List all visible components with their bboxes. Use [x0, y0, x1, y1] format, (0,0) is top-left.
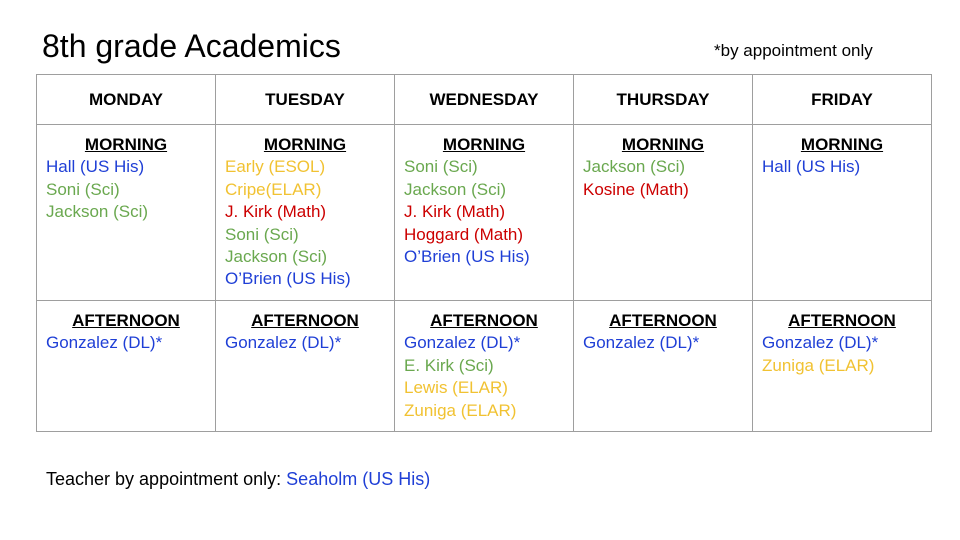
teacher-entry: Jackson (Sci) [583, 157, 686, 177]
teacher-entry: Jackson (Sci) [225, 247, 328, 267]
teacher-entry: Jackson (Sci) [46, 202, 149, 222]
afternoon-heading: AFTERNOON [430, 311, 538, 330]
teacher-entry: Cripe(ELAR) [225, 179, 322, 199]
teacher-entry: Jackson (Sci) [404, 179, 507, 199]
teacher-entry: Hall (US His) [762, 157, 861, 177]
teacher-entry: O’Brien (US His) [404, 247, 530, 267]
morning-heading: MORNING [84, 135, 168, 154]
appointment-note: *by appointment only [714, 41, 873, 60]
day-header-friday: FRIDAY [753, 75, 932, 125]
monday-morning-cell [37, 125, 216, 301]
afternoon-slot [37, 301, 215, 355]
teacher-entry: E. Kirk (Sci) [404, 355, 494, 375]
teacher-entry: Soni (Sci) [404, 157, 478, 177]
morning-heading: MORNING [800, 135, 884, 154]
footer-teacher: Seaholm (US His) [286, 469, 431, 489]
morning-heading: MORNING [442, 135, 526, 154]
teacher-entry: Soni (Sci) [46, 179, 120, 199]
afternoon-slot [753, 301, 931, 377]
morning-slot [753, 125, 931, 179]
afternoon-heading: AFTERNOON [609, 311, 717, 330]
afternoon-heading: AFTERNOON [251, 311, 359, 330]
afternoon-slot [216, 301, 394, 355]
wednesday-afternoon-cell [395, 301, 574, 432]
teacher-entry: Gonzalez (DL)* [225, 333, 342, 353]
teacher-entry: O’Brien (US His) [225, 269, 351, 289]
page-title: 8th grade Academics [42, 28, 341, 64]
thursday-morning-cell [574, 125, 753, 301]
friday-afternoon-cell [753, 301, 932, 432]
teacher-entry: Gonzalez (DL)* [583, 333, 700, 353]
teacher-entry: Hall (US His) [46, 157, 145, 177]
teacher-entry: Soni (Sci) [225, 224, 299, 244]
tuesday-afternoon-cell [216, 301, 395, 432]
teacher-entry: J. Kirk (Math) [404, 202, 506, 222]
teacher-entry: Lewis (ELAR) [404, 378, 508, 398]
monday-afternoon-cell [37, 301, 216, 432]
morning-heading: MORNING [263, 135, 347, 154]
teacher-entry: Gonzalez (DL)* [762, 333, 879, 353]
morning-slot [395, 125, 573, 268]
footer-label: Teacher by appointment only: [46, 469, 282, 489]
friday-morning-cell [753, 125, 932, 301]
teacher-entry: Hoggard (Math) [404, 224, 524, 244]
afternoon-slot [574, 301, 752, 355]
teacher-entry: Early (ESOL) [225, 157, 326, 177]
footer-line [46, 468, 430, 490]
schedule-table [36, 74, 932, 432]
teacher-entry: Zuniga (ELAR) [404, 400, 517, 420]
day-header-monday: MONDAY [37, 75, 216, 125]
wednesday-morning-cell [395, 125, 574, 301]
day-header-wednesday: WEDNESDAY [395, 75, 574, 125]
afternoon-row [37, 301, 932, 432]
thursday-afternoon-cell [574, 301, 753, 432]
day-header-tuesday: TUESDAY [216, 75, 395, 125]
afternoon-heading: AFTERNOON [72, 311, 180, 330]
morning-slot [216, 125, 394, 291]
morning-slot [37, 125, 215, 224]
teacher-entry: J. Kirk (Math) [225, 202, 327, 222]
teacher-entry: Kosine (Math) [583, 179, 689, 199]
morning-row [37, 125, 932, 301]
morning-heading: MORNING [621, 135, 705, 154]
morning-slot [574, 125, 752, 201]
teacher-entry: Gonzalez (DL)* [404, 333, 521, 353]
day-header-row [37, 75, 932, 125]
teacher-entry: Gonzalez (DL)* [46, 333, 163, 353]
teacher-entry: Zuniga (ELAR) [762, 355, 875, 375]
afternoon-heading: AFTERNOON [788, 311, 896, 330]
afternoon-slot [395, 301, 573, 422]
day-header-thursday: THURSDAY [574, 75, 753, 125]
tuesday-morning-cell [216, 125, 395, 301]
